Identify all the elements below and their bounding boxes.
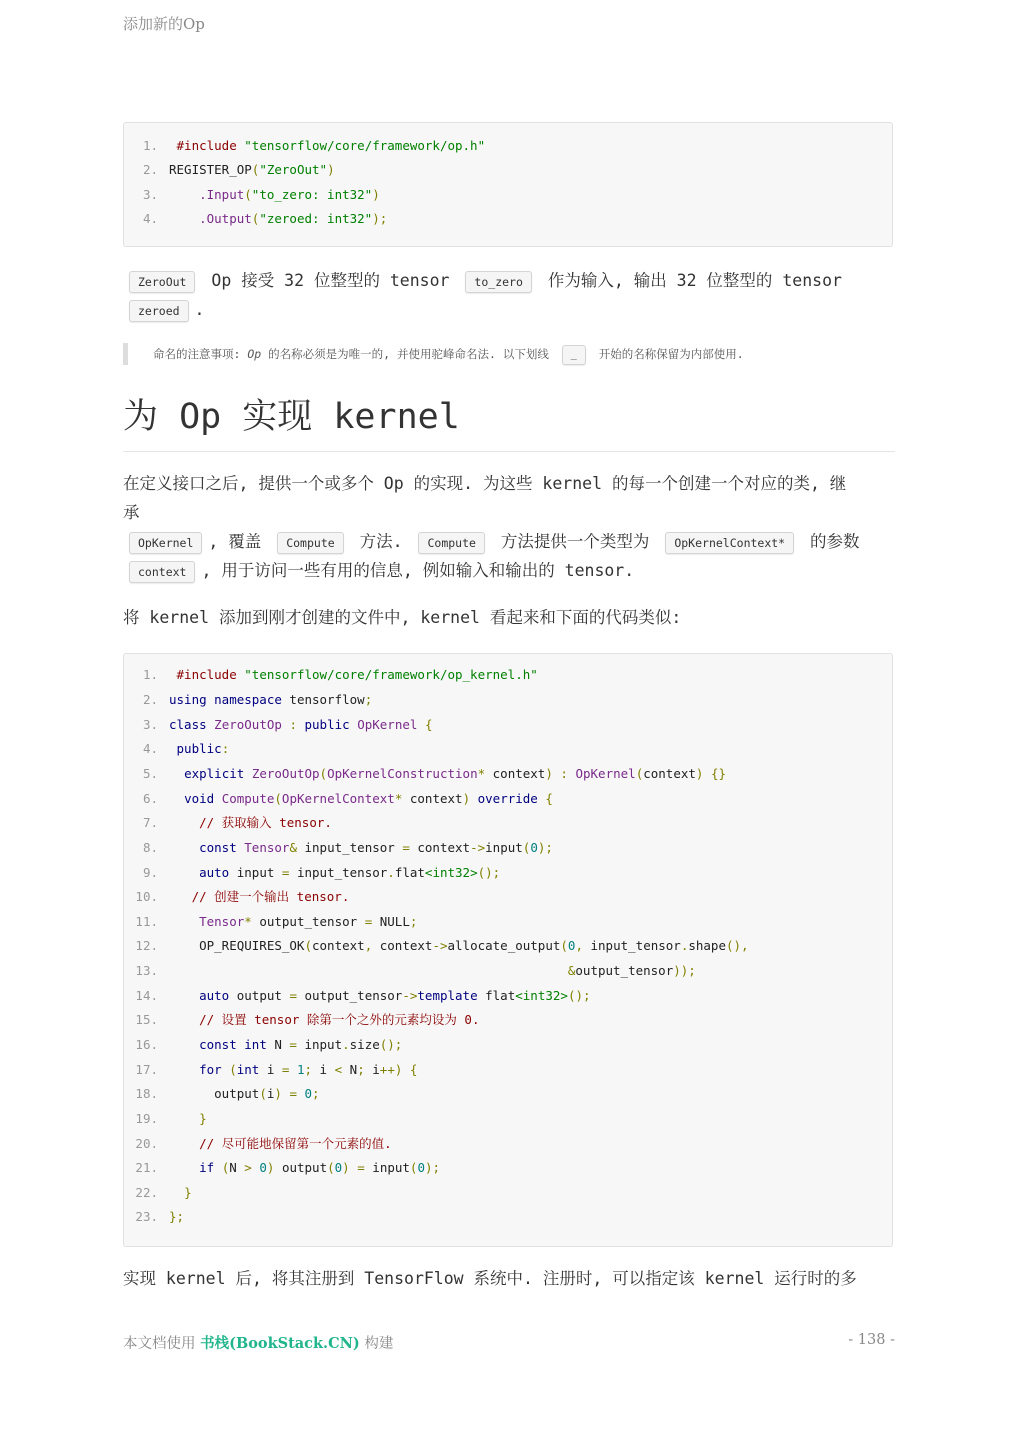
code-line: 16. const int N = input.size(); xyxy=(135,1037,403,1052)
paragraph-kernel-intro: 在定义接口之后, 提供一个或多个 Op 的实现. 为这些 kernel 的每一个创建一个对应的类, 继 承 OpKernel , 覆盖 Compute 方法. Compute 方法提供一个类型为 OpKernelContext* 的参数 context , 用于访问一些有用的信息, 例如输入和输出的 tensor. xyxy=(123,469,895,585)
code-line: 21. if (N > 0) output(0) = input(0); xyxy=(135,1160,441,1175)
code-line: 1. #include "tensorflow/core/framework/op.h" xyxy=(142,138,486,153)
code-line: 4. .Output("zeroed: int32"); xyxy=(142,211,388,226)
code-line: 12. OP_REQUIRES_OK(context, context->allocate_output(0, input_tensor.shape(), xyxy=(135,938,749,953)
running-header: 添加新的Op xyxy=(123,15,205,33)
naming-note-blockquote: 命名的注意事项: Op 的名称必须是为唯一的, 并使用驼峰命名法. 以下划线 _ 开始的名称保留为内部使用. xyxy=(123,343,895,365)
inline-code-to-zero: to_zero xyxy=(465,271,531,293)
inline-code-opkernelcontext: OpKernelContext* xyxy=(665,532,794,554)
paragraph-register-kernel: 实现 kernel 后, 将其注册到 TensorFlow 系统中. 注册时, 可以指定该 kernel 运行时的多 xyxy=(123,1269,857,1288)
paragraph-op-description: ZeroOut Op 接受 32 位整型的 tensor to_zero 作为输入, 输出 32 位整型的 tensor zeroed . xyxy=(123,266,895,324)
bookstack-link[interactable]: 书栈(BookStack.CN) xyxy=(200,1335,360,1352)
code-line: 7. // 获取输入 tensor. xyxy=(142,815,332,830)
code-line: 10. // 创建一个输出 tensor. xyxy=(135,889,350,904)
code-line: 17. for (int i = 1; i < N; i++) { xyxy=(135,1062,418,1077)
code-line: 11. Tensor* output_tensor = NULL; xyxy=(135,914,418,929)
page-number: - 138 - xyxy=(848,1332,895,1348)
code-line: 8. const Tensor& input_tensor = context->input(0); xyxy=(142,840,553,855)
code-line: 14. auto output = output_tensor->template flat<int32>(); xyxy=(135,988,591,1003)
code-block-op-registration xyxy=(123,122,893,247)
code-line: 13. &output_tensor)); xyxy=(135,963,696,978)
inline-code-zeroout: ZeroOut xyxy=(129,271,195,293)
inline-code-compute: Compute xyxy=(277,532,343,554)
inline-code-underscore: _ xyxy=(562,345,586,365)
code-line: 2. REGISTER_OP("ZeroOut") xyxy=(142,162,335,177)
code-line: 3. .Input("to_zero: int32") xyxy=(142,187,380,202)
code-line: 19. } xyxy=(135,1111,207,1126)
inline-code-zeroed: zeroed xyxy=(129,300,189,322)
inline-code-compute: Compute xyxy=(418,532,484,554)
code-line: 23. }; xyxy=(135,1209,185,1224)
code-line: 15. // 设置 tensor 除第一个之外的元素均设为 0. xyxy=(135,1012,480,1027)
code-line: 4. public: xyxy=(142,741,230,756)
code-line: 18. output(i) = 0; xyxy=(135,1086,320,1101)
code-block-kernel-impl xyxy=(123,653,893,1247)
heading-divider xyxy=(123,451,895,452)
code-line: 6. void Compute(OpKernelContext* context) override { xyxy=(142,791,553,806)
section-heading: 为 Op 实现 kernel xyxy=(123,397,460,437)
code-line: 2. using namespace tensorflow; xyxy=(142,692,373,707)
code-line: 9. auto input = input_tensor.flat<int32>(); xyxy=(142,865,501,880)
code-line: 1. #include "tensorflow/core/framework/op_kernel.h" xyxy=(142,667,538,682)
footer-credit: 本文档使用 书栈(BookStack.CN) 构建 xyxy=(123,1335,394,1352)
code-line: 5. explicit ZeroOutOp(OpKernelConstruction* context) : OpKernel(context) {} xyxy=(142,766,727,781)
code-line: 20. // 尽可能地保留第一个元素的值. xyxy=(135,1136,392,1151)
paragraph-add-kernel: 将 kernel 添加到刚才创建的文件中, kernel 看起来和下面的代码类似: xyxy=(123,608,682,627)
code-line: 22. } xyxy=(135,1185,192,1200)
inline-code-opkernel: OpKernel xyxy=(129,532,202,554)
code-line: 3. class ZeroOutOp : public OpKernel { xyxy=(142,717,433,732)
inline-code-context: context xyxy=(129,561,195,583)
